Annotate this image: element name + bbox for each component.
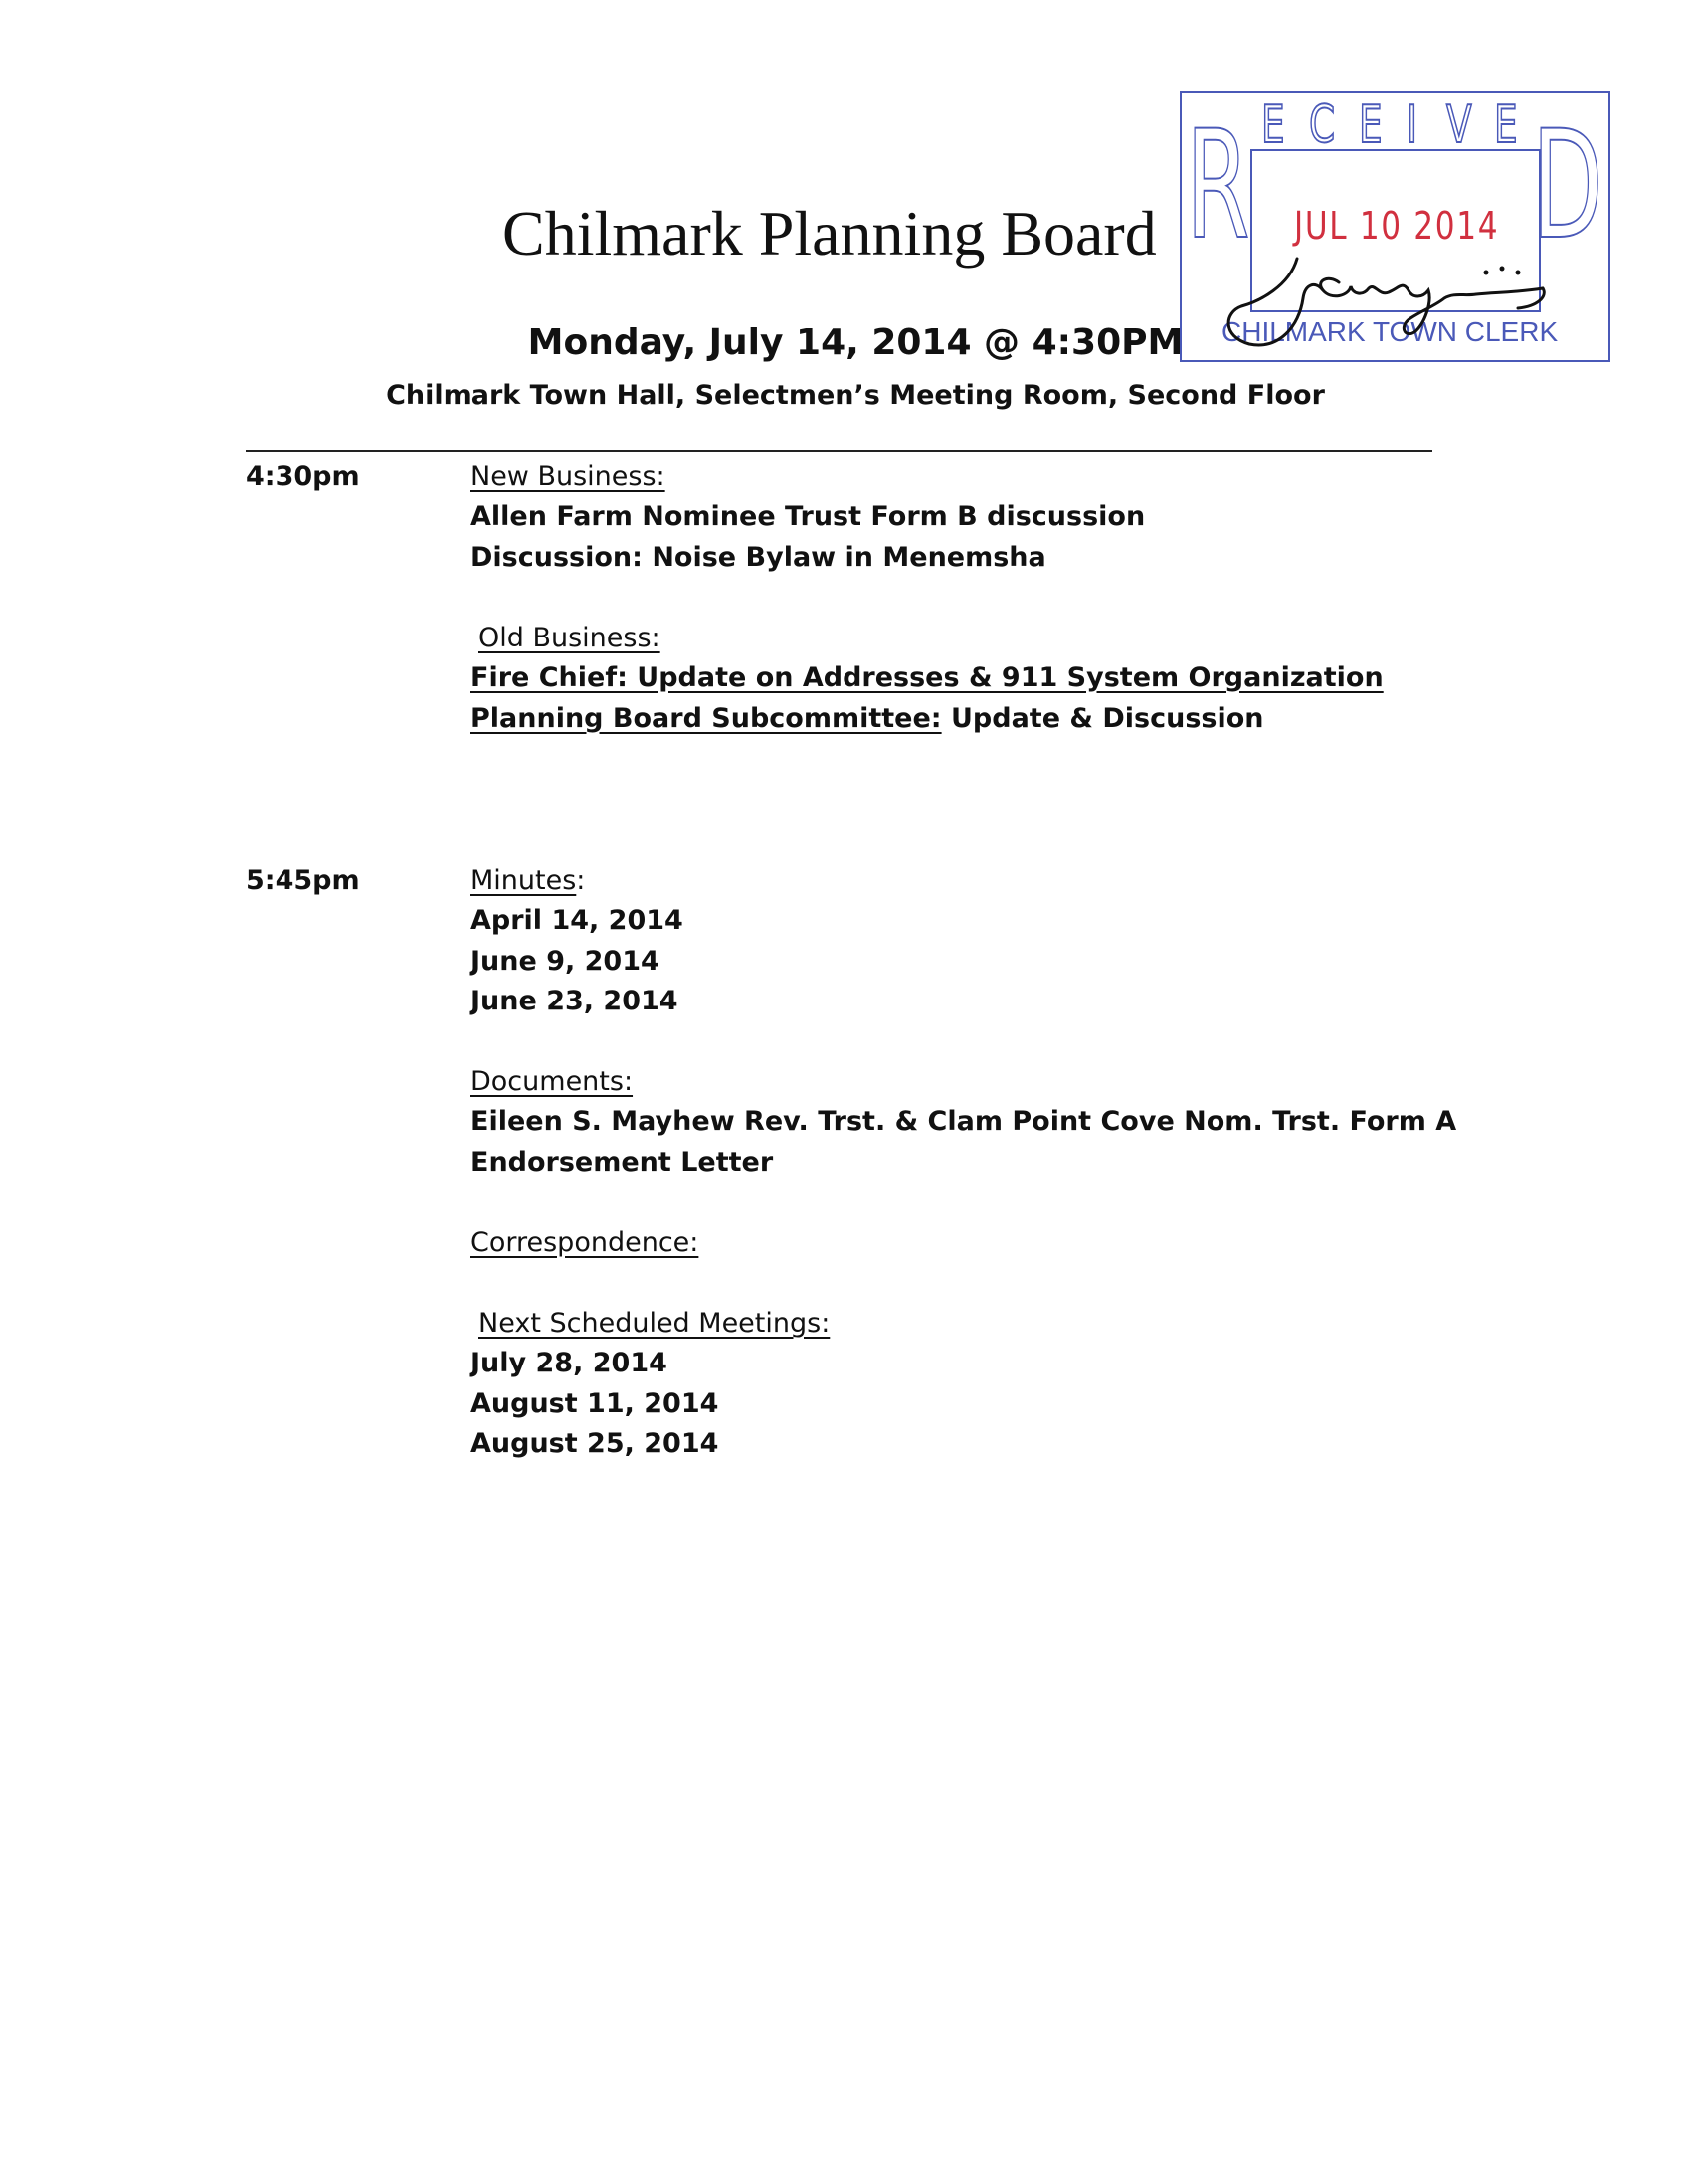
stamp-letter-d: D	[1532, 99, 1603, 273]
new-business-heading: New Business:	[470, 461, 665, 492]
stamp-letter-i: I	[1407, 95, 1418, 155]
old-business-item-text: Update & Discussion	[941, 703, 1264, 734]
stamp-letter-e2: E	[1359, 95, 1383, 155]
stamp-letter-c: C	[1309, 95, 1336, 155]
minutes-item: June 9, 2014	[470, 946, 659, 977]
next-meetings-heading: Next Scheduled Meetings:	[478, 1308, 831, 1339]
old-business-item-text: Fire Chief: Update on Addresses & 911 System Organization	[470, 662, 1384, 693]
new-business-item: Allen Farm Nominee Trust Form B discussion	[470, 501, 1146, 532]
time-slot-2: 5:45pm	[246, 865, 360, 896]
correspondence-heading: Correspondence:	[470, 1227, 699, 1258]
new-business-item: Discussion: Noise Bylaw in Menemsha	[470, 542, 1046, 573]
next-meeting-item: July 28, 2014	[470, 1348, 667, 1378]
old-business-item-label: Planning Board Subcommittee:	[470, 703, 942, 734]
documents-item: Eileen S. Mayhew Rev. Trst. & Clam Point Cove Nom. Trst. Form A	[470, 1106, 1457, 1137]
minutes-item: April 14, 2014	[470, 905, 683, 936]
minutes-heading	[470, 867, 585, 894]
signature	[1220, 247, 1578, 356]
minutes-heading-text: Minutes	[470, 865, 577, 896]
documents-heading: Documents:	[470, 1066, 634, 1097]
next-meeting-item: August 11, 2014	[470, 1388, 719, 1419]
stamp-letter-r: R	[1186, 99, 1250, 273]
page-title: Chilmark Planning Board	[502, 198, 1157, 269]
stamp-office: CHILMARK TOWN CLERK	[1221, 316, 1559, 347]
stamp-letter-v: V	[1446, 95, 1472, 155]
stamp-letter-e3: E	[1494, 95, 1518, 155]
time-slot-1: 4:30pm	[246, 461, 360, 492]
divider	[246, 450, 1432, 452]
meeting-date: Monday, July 14, 2014 @ 4:30PM	[527, 322, 1184, 363]
stamp-letter-e1: E	[1261, 95, 1285, 155]
next-meeting-item: August 25, 2014	[470, 1428, 719, 1459]
old-business-item	[470, 705, 1264, 732]
minutes-item: June 23, 2014	[470, 986, 678, 1016]
documents-item: Endorsement Letter	[470, 1147, 774, 1178]
stamp-date: JUL 10 2014	[1294, 204, 1500, 248]
old-business-item	[470, 664, 1384, 691]
old-business-heading: Old Business:	[478, 623, 660, 653]
minutes-heading-colon: :	[576, 865, 586, 896]
meeting-location: Chilmark Town Hall, Selectmen’s Meeting Room, Second Floor	[386, 380, 1325, 411]
